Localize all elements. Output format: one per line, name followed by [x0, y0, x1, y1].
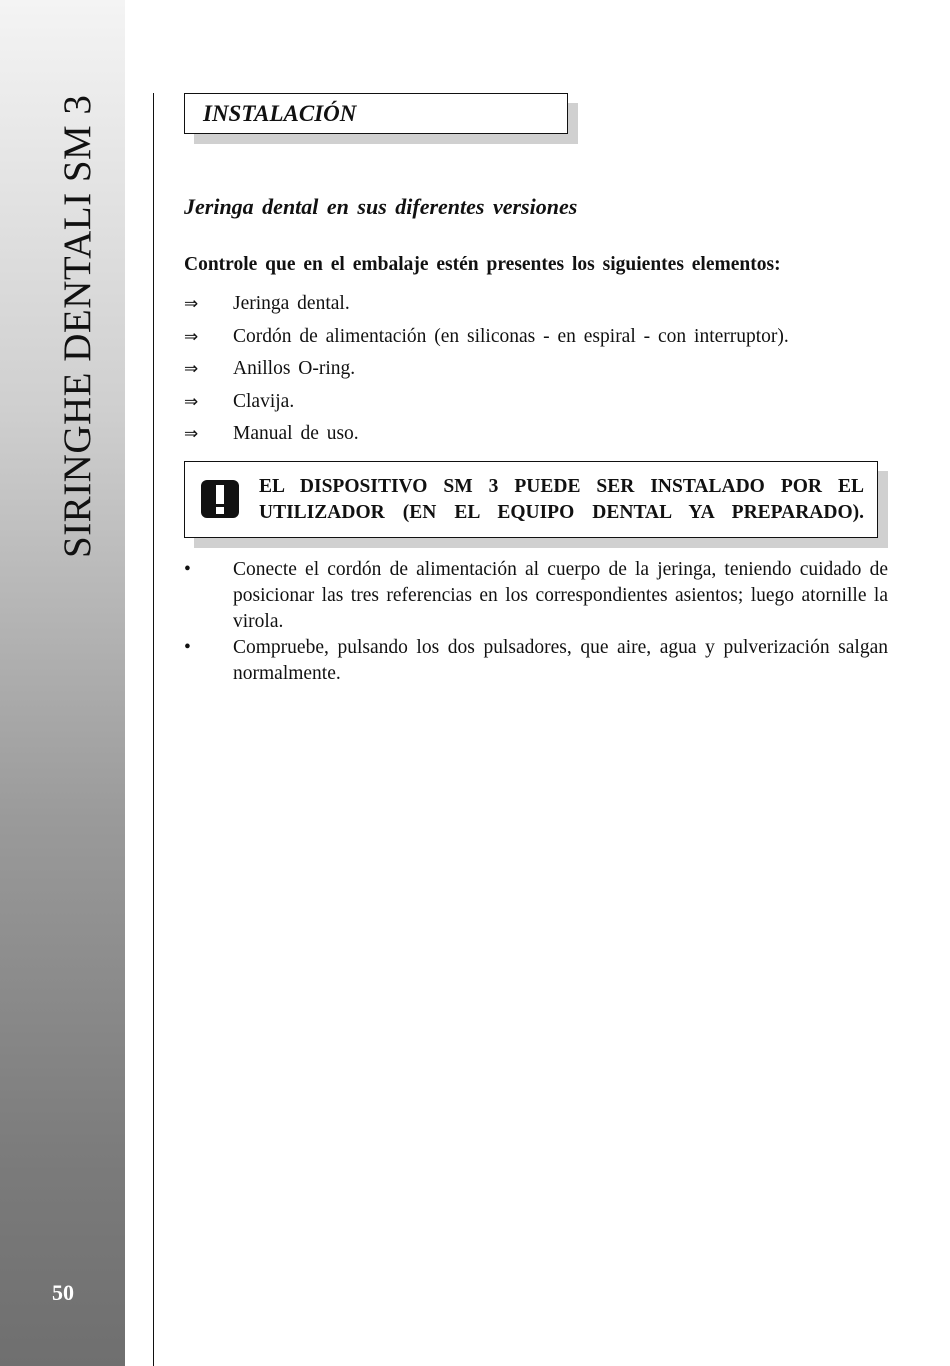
arrow-icon: ⇒ [184, 294, 199, 314]
page-number: 50 [52, 1280, 74, 1305]
list-item-text: Jeringa dental. [233, 293, 350, 314]
exclamation-icon [201, 480, 239, 518]
arrow-icon: ⇒ [184, 326, 199, 347]
warning-box [184, 461, 878, 538]
arrow-icon: ⇒ [184, 424, 199, 444]
arrow-icon: ⇒ [184, 391, 199, 412]
step-item [184, 635, 888, 687]
arrow-icon: ⇒ [184, 359, 199, 379]
list-item-text: Clavija. [233, 390, 295, 412]
warning-text [259, 474, 864, 526]
step-text: Conecte el cordón de alimentación al cuerpo de la jeringa, teniendo cuidado de posicionar las tres referencias en los correspondientes asientos; luego atornille la virola. [233, 559, 888, 632]
step-item [184, 557, 888, 635]
section-subtitle: Jeringa dental en sus diferentes versiones [184, 194, 578, 219]
step-text: Compruebe, pulsando los dos pulsadores, que aire, agua y pulverización salgan normalmente. [233, 637, 888, 684]
bullet-icon: • [184, 559, 191, 580]
section-heading-box [184, 93, 568, 134]
sidebar [0, 0, 125, 1366]
intro-text: Controle que en el embalaje estén presentes los siguientes elementos: [184, 254, 781, 275]
steps-list [184, 557, 888, 687]
warning-line: EL DISPOSITIVO SM 3 PUEDE SER INSTALADO POR EL [259, 476, 864, 497]
margin-rule [153, 93, 154, 1366]
sidebar-title: SIRINGHE DENTALI SM 3 [56, 94, 99, 558]
warning-line: UTILIZADOR (EN EL EQUIPO DENTAL YA PREPARADO). [259, 502, 864, 523]
bullet-icon: • [184, 637, 191, 658]
list-item-text: Manual de uso. [233, 423, 359, 444]
section-heading: INSTALACIÓN [203, 101, 357, 126]
list-item-text: Cordón de alimentación (en siliconas - en espiral - con interruptor). [233, 325, 789, 347]
list-item-text: Anillos O-ring. [233, 358, 356, 379]
